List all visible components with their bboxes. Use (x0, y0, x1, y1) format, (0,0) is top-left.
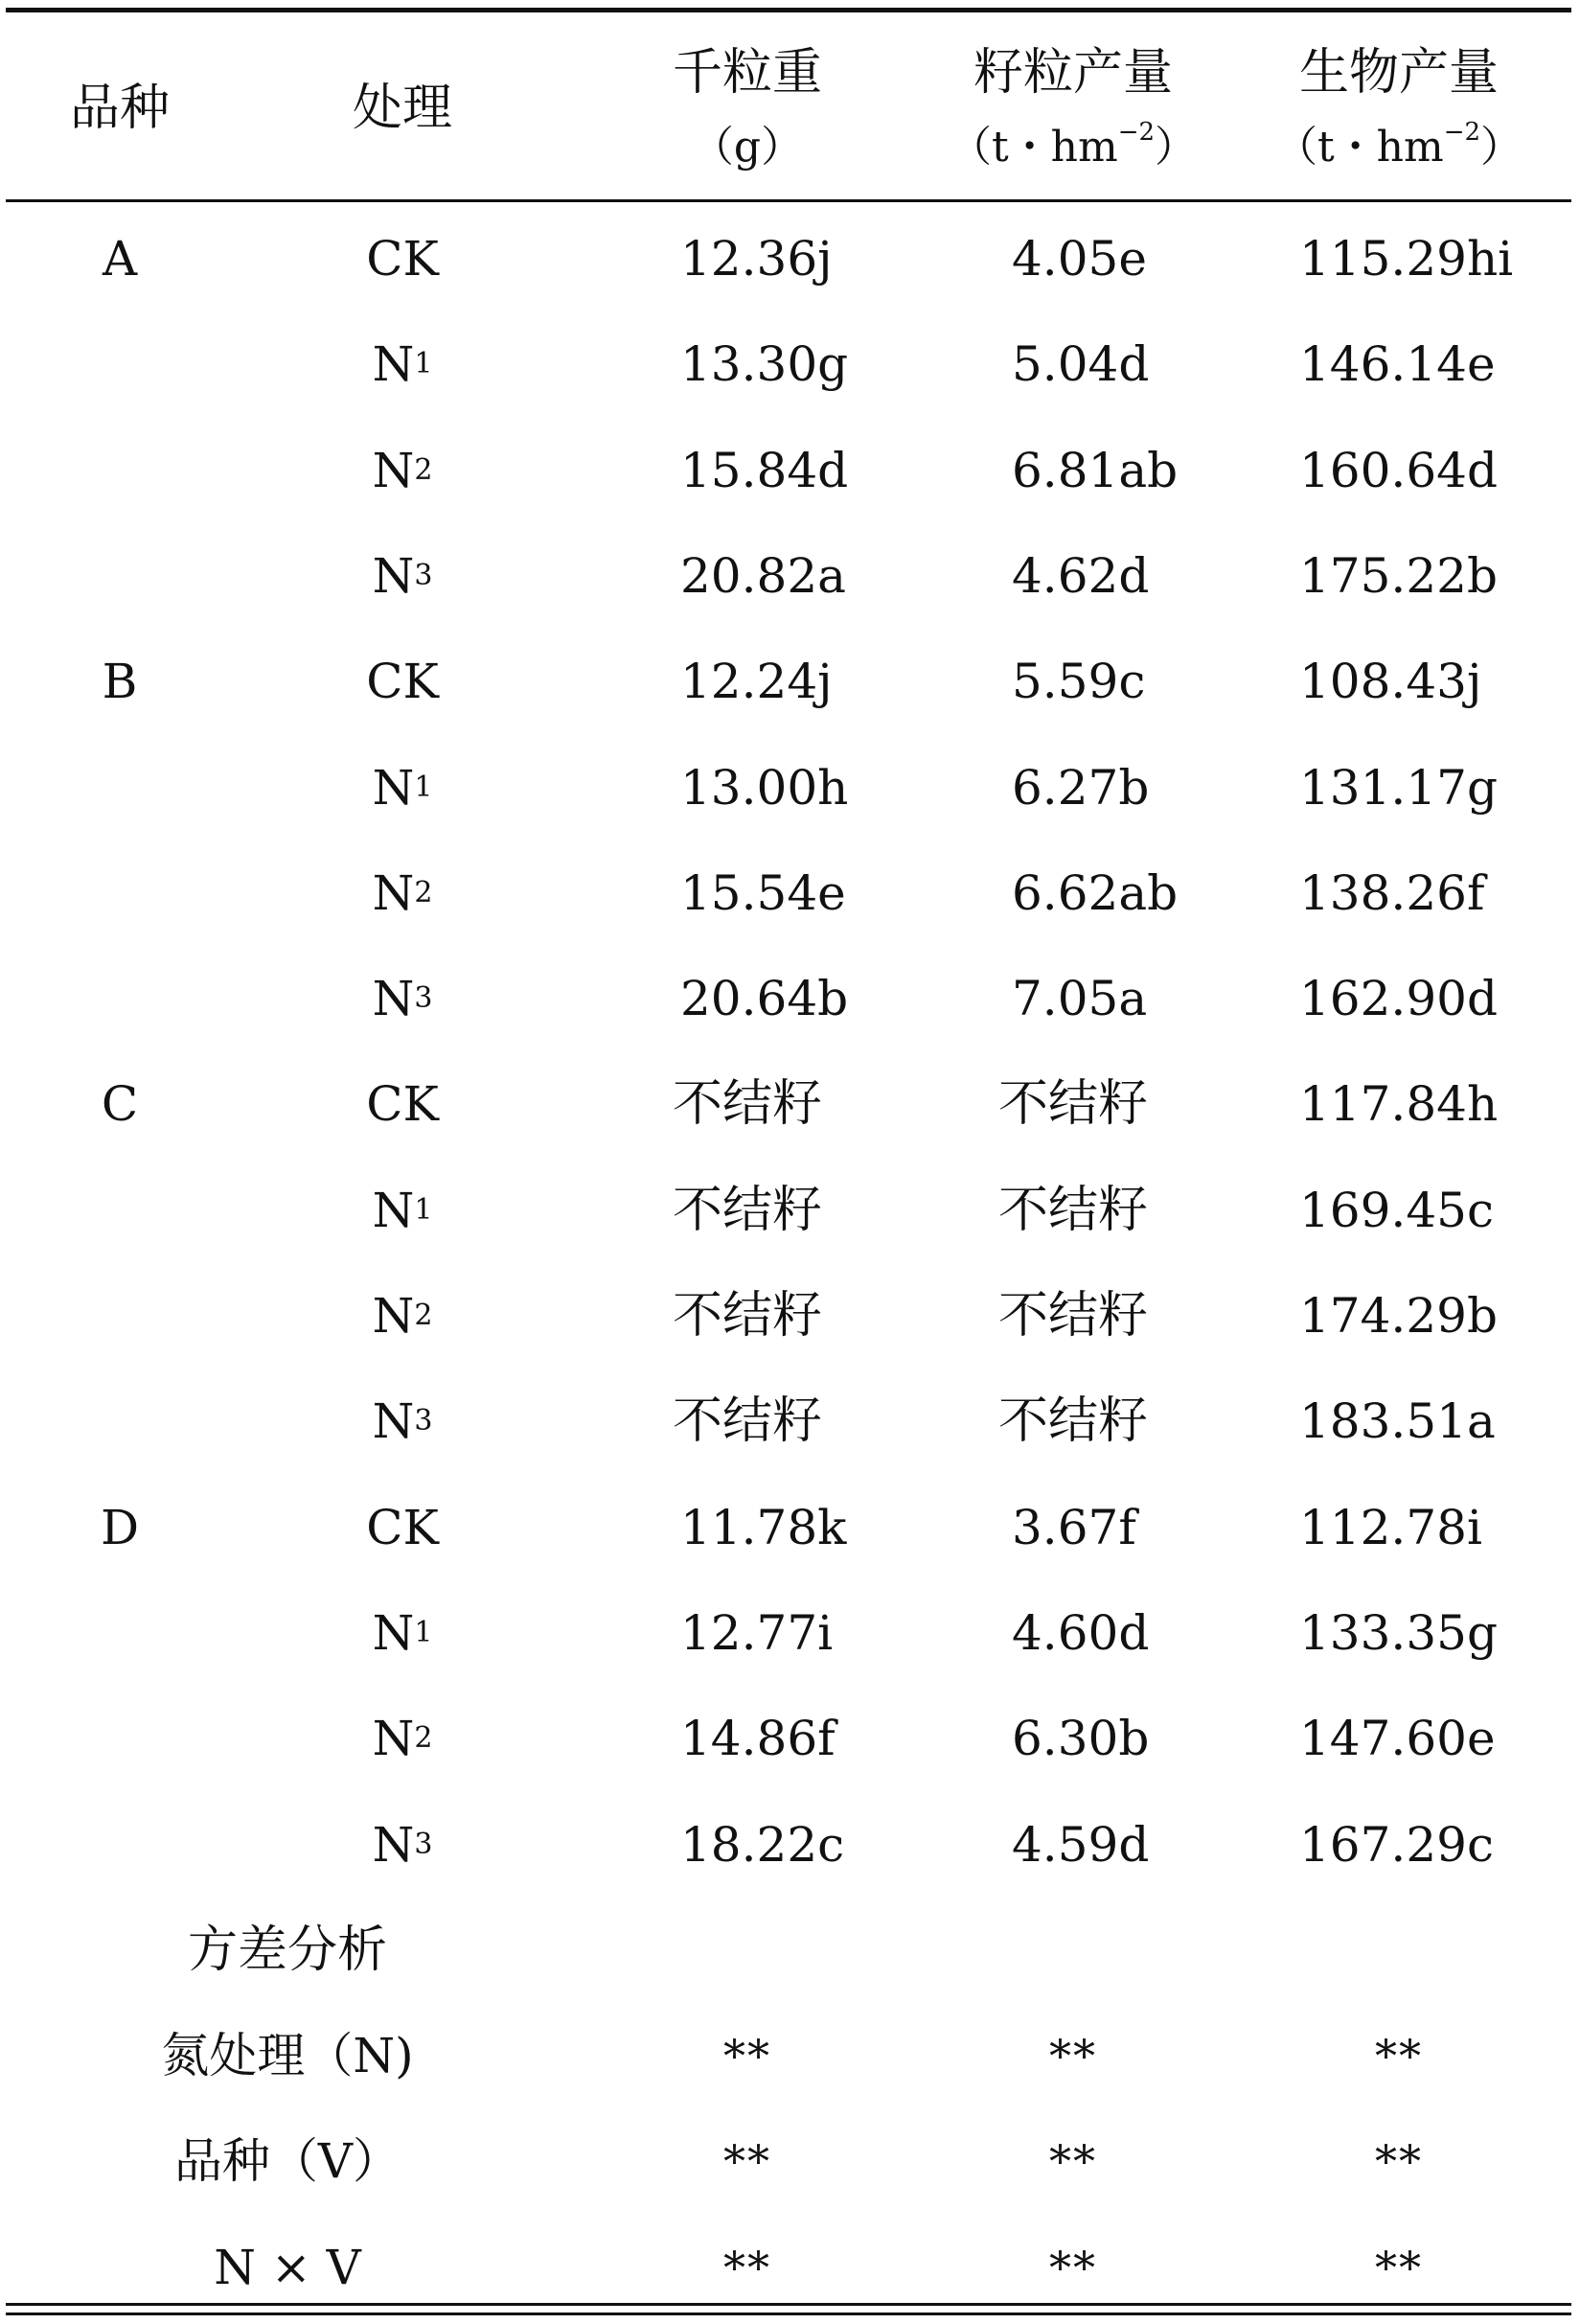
biomass-cell: 147.60e (1299, 1711, 1496, 1767)
treatment-cell: N 1 (372, 1604, 433, 1661)
treatment-cell: N 2 (372, 864, 433, 921)
seed-yield-cell: 不结籽 (997, 1287, 1148, 1345)
seed-yield-cell: 4.60d (1012, 1604, 1150, 1661)
table-row (0, 629, 1580, 734)
treatment-label: CK (366, 1499, 439, 1555)
treatment-cell: N 1 (372, 1182, 433, 1238)
variety-cell (38, 1158, 201, 1263)
treatment-label: N (372, 1604, 415, 1661)
tgw-cell: 15.54e (680, 864, 846, 921)
tgw-cell: 11.78k (680, 1499, 847, 1555)
variety-cell (38, 840, 201, 946)
tgw-significance: ** (723, 2135, 771, 2188)
variety-cell (38, 946, 201, 1051)
variety-cell: B (102, 654, 138, 710)
table-row (0, 523, 1580, 629)
treatment-cell: N 2 (372, 1288, 433, 1344)
seed-yield-significance: ** (1049, 2241, 1097, 2293)
seed-yield-cell: 3.67f (1012, 1499, 1136, 1555)
tgw-cell: 12.77i (680, 1604, 834, 1661)
seed-yield-cell: 不结籽 (997, 1181, 1148, 1239)
seed-yield-cell: 4.05e (1012, 231, 1147, 287)
header-thousand-grain-weight (594, 19, 901, 196)
seed-yield-cell: 4.62d (1012, 547, 1150, 604)
biomass-significance: ** (1375, 2241, 1423, 2293)
variety-cell: A (102, 231, 138, 287)
tgw-cell: 18.22c (680, 1816, 845, 1873)
treatment-cell: N 3 (372, 971, 433, 1027)
seed-yield-significance: ** (1049, 2135, 1097, 2188)
treatment-label: N (372, 1393, 415, 1450)
table-row (0, 206, 1580, 311)
biomass-significance: ** (1375, 2030, 1423, 2082)
anova-row (0, 2003, 1580, 2108)
seed-yield-cell: 不结籽 (997, 1392, 1148, 1451)
tgw-cell: 15.84d (680, 442, 849, 498)
header-seed-yield (920, 19, 1226, 196)
biomass-cell: 117.84h (1299, 1076, 1499, 1133)
table-row (0, 1051, 1580, 1157)
header-tgw-unit: （g） (691, 122, 804, 172)
tgw-cell: 12.36j (680, 231, 833, 287)
treatment-cell (307, 629, 498, 734)
treatment-label: N (372, 864, 415, 921)
biomass-cell: 167.29c (1299, 1816, 1494, 1873)
treatment-cell: N 3 (372, 1816, 433, 1873)
seed-yield-significance: ** (1049, 2030, 1097, 2082)
seed-yield-cell: 5.04d (1012, 336, 1150, 393)
table-row (0, 946, 1580, 1051)
biomass-cell: 131.17g (1299, 759, 1498, 816)
biomass-cell: 133.35g (1299, 1604, 1498, 1661)
biomass-cell: 138.26f (1299, 864, 1485, 921)
table-row (0, 418, 1580, 523)
tgw-significance: ** (723, 2241, 771, 2293)
seed-yield-cell: 4.59d (1012, 1816, 1150, 1873)
table-row (0, 1158, 1580, 1263)
tgw-cell: 不结籽 (672, 1181, 822, 1239)
biomass-cell: 112.78i (1299, 1499, 1482, 1555)
variety-cell (38, 1263, 201, 1369)
variety-cell (38, 1369, 201, 1474)
treatment-label: CK (366, 231, 439, 287)
anova-row (0, 2108, 1580, 2214)
treatment-label: CK (366, 1076, 439, 1133)
header-bio-label: 生物产量 (1298, 43, 1499, 102)
header-treatment: 处理 (352, 79, 452, 137)
variety-cell (38, 523, 201, 629)
treatment-label: N (372, 971, 415, 1027)
treatment-label: N (372, 336, 415, 393)
variety-cell (38, 1686, 201, 1791)
treatment-label: N (372, 442, 415, 498)
header-variety: 品种 (69, 79, 170, 137)
variety-cell: D (100, 1499, 140, 1555)
biomass-cell: 175.22b (1299, 547, 1498, 604)
table-row (0, 735, 1580, 840)
table-row (0, 840, 1580, 946)
biomass-cell: 183.51a (1299, 1393, 1496, 1450)
treatment-cell (307, 1051, 498, 1157)
table-row (0, 1792, 1580, 1898)
anova-factor-label: 氮处理（N) (161, 2028, 414, 2084)
treatment-cell: N 1 (372, 759, 433, 816)
treatment-label: N (372, 547, 415, 604)
seed-yield-cell: 6.62ab (1012, 864, 1179, 921)
anova-factor-label: 品种（V） (173, 2133, 401, 2190)
variety-cell (38, 418, 201, 523)
variety-cell (38, 735, 201, 840)
treatment-cell: N 1 (372, 336, 433, 393)
tgw-cell: 不结籽 (672, 1287, 822, 1345)
treatment-label: N (372, 1816, 415, 1873)
anova-title: 方差分析 (187, 1921, 387, 1979)
header-seed-unit: （t・$hm^{-2}$） (949, 117, 1198, 172)
tgw-significance: ** (723, 2030, 771, 2082)
tgw-cell: 14.86f (680, 1711, 836, 1767)
table-row (0, 1580, 1580, 1686)
variety-cell (38, 311, 201, 417)
tgw-cell: 13.30g (680, 336, 849, 393)
biomass-cell: 160.64d (1299, 442, 1498, 498)
tgw-cell: 13.00h (680, 759, 849, 816)
variety-cell: C (101, 1076, 139, 1133)
anova-title-row (0, 1898, 1580, 2003)
treatment-cell (307, 206, 498, 311)
table-row (0, 1686, 1580, 1791)
tgw-cell: 20.64b (680, 971, 849, 1027)
variety-cell (38, 1792, 201, 1898)
header-biomass-yield (1246, 19, 1552, 196)
header-tgw-label: 千粒重 (672, 43, 822, 102)
variety-cell (38, 1580, 201, 1686)
treatment-cell: N 3 (372, 547, 433, 604)
seed-yield-cell: 6.30b (1012, 1711, 1150, 1767)
header-bio-unit: （t・$hm^{-2}$） (1274, 117, 1523, 172)
anova-factor-label: N × V (214, 2239, 361, 2295)
treatment-label: N (372, 1711, 415, 1767)
header-seed-label: 籽粒产量 (973, 43, 1173, 102)
treatment-label: N (372, 1288, 415, 1344)
header-rule (6, 199, 1571, 202)
bottom-rule (6, 2303, 1571, 2306)
treatment-cell (307, 1475, 498, 1580)
table-row (0, 1369, 1580, 1474)
biomass-cell: 108.43j (1299, 654, 1482, 710)
biomass-significance: ** (1375, 2135, 1423, 2188)
biomass-cell: 115.29hi (1299, 231, 1514, 287)
top-rule (6, 8, 1571, 12)
table-row (0, 311, 1580, 417)
table-row (0, 1475, 1580, 1580)
tgw-cell: 不结籽 (672, 1075, 822, 1134)
seed-yield-cell: 不结籽 (997, 1075, 1148, 1134)
treatment-cell: N 3 (372, 1393, 433, 1450)
table-row (0, 1263, 1580, 1369)
seed-yield-cell: 7.05a (1012, 971, 1148, 1027)
seed-yield-cell: 5.59c (1012, 654, 1146, 710)
biomass-cell: 169.45c (1299, 1182, 1494, 1238)
biomass-cell: 146.14e (1299, 336, 1496, 393)
tgw-cell: 不结籽 (672, 1392, 822, 1451)
treatment-label: N (372, 759, 415, 816)
tgw-cell: 20.82a (680, 547, 846, 604)
tgw-cell: 12.24j (680, 654, 833, 710)
treatment-label: CK (366, 654, 439, 710)
biomass-cell: 162.90d (1299, 971, 1498, 1027)
biomass-cell: 174.29b (1299, 1288, 1498, 1344)
seed-yield-cell: 6.27b (1012, 759, 1150, 816)
seed-yield-cell: 6.81ab (1012, 442, 1179, 498)
treatment-label: N (372, 1182, 415, 1238)
bottom-rule-double (6, 2312, 1571, 2315)
treatment-cell: N 2 (372, 1711, 433, 1767)
treatment-cell: N 2 (372, 442, 433, 498)
